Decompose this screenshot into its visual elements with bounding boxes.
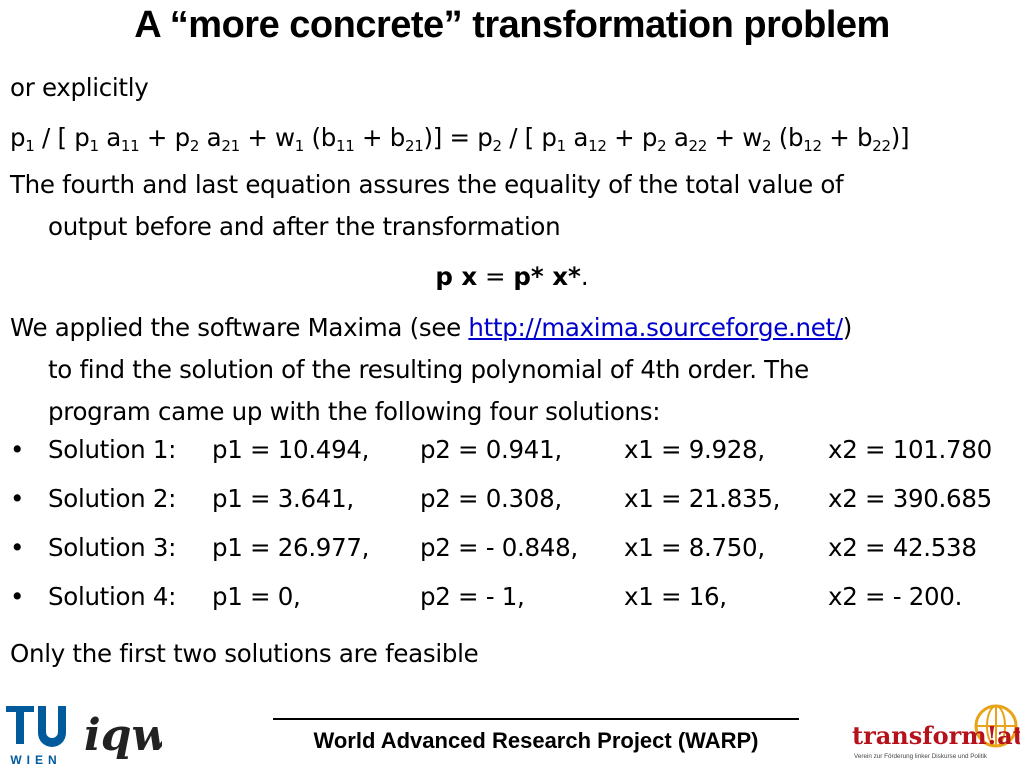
solution-x2: x2 = 390.685 xyxy=(828,484,992,513)
solution-item xyxy=(10,533,1020,575)
subscript: 2 xyxy=(762,137,772,155)
bullet-icon: • xyxy=(10,533,25,562)
paragraph-line xyxy=(10,307,852,349)
solution-x2: x2 = 42.538 xyxy=(828,533,977,562)
solution-x1: x1 = 8.750, xyxy=(624,533,765,562)
bullet-icon: • xyxy=(10,435,25,464)
slide-title: A “more concrete” transformation problem xyxy=(134,4,890,46)
solution-label: Solution 3: xyxy=(48,533,177,562)
solution-x1: x1 = 9.928, xyxy=(624,435,765,464)
solution-x1: x1 = 21.835, xyxy=(624,484,781,513)
equation-text: + b xyxy=(354,123,405,152)
footer-rule xyxy=(273,718,799,720)
subscript: 1 xyxy=(25,137,35,155)
subscript: 22 xyxy=(872,137,891,155)
paragraph-equality xyxy=(10,164,844,241)
paragraph-text: We applied the software Maxima (see xyxy=(10,313,469,342)
solution-p2: p2 = - 0.848, xyxy=(420,533,578,562)
svg-text:WIEN: WIEN xyxy=(10,753,62,766)
maxima-link[interactable]: http://maxima.sourceforge.net/ xyxy=(468,313,843,342)
solution-label: Solution 4: xyxy=(48,582,177,611)
bullet-icon: • xyxy=(10,582,25,611)
solution-item xyxy=(10,435,1020,477)
tu-wien-logo xyxy=(4,704,68,766)
subscript: 21 xyxy=(405,137,424,155)
equation-text: + b xyxy=(821,123,873,152)
equation-text: / [ p xyxy=(34,123,90,152)
equation-text: (b xyxy=(771,123,804,152)
solution-x2: x2 = 101.780 xyxy=(828,435,992,464)
iqw-logo xyxy=(82,702,162,762)
solution-x2: x2 = - 200. xyxy=(828,582,963,611)
paragraph-line: program came up with the following four solutions: xyxy=(48,397,661,426)
solution-item xyxy=(10,484,1020,526)
solution-p1: p1 = 3.641, xyxy=(212,484,354,513)
equation xyxy=(10,117,909,167)
equation-text: a xyxy=(199,123,222,152)
paragraph-line: The fourth and last equation assures the equality of the total value of xyxy=(10,170,844,199)
equation-text: / [ p xyxy=(501,123,557,152)
subscript: 2 xyxy=(657,137,667,155)
subscript: 1 xyxy=(89,137,99,155)
footer-text: World Advanced Research Project (WARP) xyxy=(313,728,759,753)
solution-x1: x1 = 16, xyxy=(624,582,727,611)
subscript: 12 xyxy=(588,137,607,155)
solution-p1: p1 = 0, xyxy=(212,582,301,611)
transform-at-logo xyxy=(850,700,1020,766)
equation-text: + p xyxy=(606,123,658,152)
intro-text: or explicitly xyxy=(10,73,149,102)
solution-item xyxy=(10,582,1020,624)
paragraph-line: to find the solution of the resulting polynomial of 4th order. The xyxy=(48,355,809,384)
solution-p2: p2 = 0.941, xyxy=(420,435,562,464)
paragraph-line: output before and after the transformation xyxy=(48,212,561,241)
equation-text: + p xyxy=(139,123,190,152)
subscript: 1 xyxy=(294,137,305,155)
equation-rhs: p* x* xyxy=(513,262,581,291)
solution-p2: p2 = - 1, xyxy=(420,582,525,611)
subscript: 1 xyxy=(556,137,566,155)
svg-text:iqw: iqw xyxy=(84,710,162,761)
solution-label: Solution 2: xyxy=(48,484,177,513)
equation-text: a xyxy=(565,123,589,152)
center-equation xyxy=(0,262,1024,291)
paragraph-maxima xyxy=(10,307,853,426)
equation-text: )] xyxy=(890,123,910,152)
subscript: 21 xyxy=(221,137,240,155)
subscript: 11 xyxy=(120,137,140,155)
subscript: 2 xyxy=(492,137,502,155)
equation-equals: = xyxy=(477,262,514,291)
equation-text: a xyxy=(98,123,121,152)
solution-p1: p1 = 26.977, xyxy=(212,533,370,562)
svg-text:transform!at: transform!at xyxy=(852,721,1020,750)
subscript: 12 xyxy=(803,137,822,155)
equation-text: )] = p xyxy=(423,123,493,152)
subscript: 11 xyxy=(336,137,355,155)
solution-label: Solution 1: xyxy=(48,435,177,464)
solution-p2: p2 = 0.308, xyxy=(420,484,562,513)
equation-text: + w xyxy=(707,123,762,152)
subscript: 22 xyxy=(688,137,708,155)
equation-lhs: p x xyxy=(435,262,478,291)
equation-text: a xyxy=(666,123,689,152)
paragraph-text: ) xyxy=(842,313,853,342)
equation-text: + w xyxy=(239,123,295,152)
bullet-icon: • xyxy=(10,484,25,513)
svg-text:Verein zur Förderung linker Di: Verein zur Förderung linker Diskurse und Politik xyxy=(854,753,987,760)
subscript: 2 xyxy=(189,137,200,155)
equation-text: p xyxy=(10,123,26,152)
conclusion-text: Only the first two solutions are feasible xyxy=(10,639,479,668)
equation-text: (b xyxy=(304,123,337,152)
solution-p1: p1 = 10.494, xyxy=(212,435,370,464)
equation-period: . xyxy=(580,262,589,291)
